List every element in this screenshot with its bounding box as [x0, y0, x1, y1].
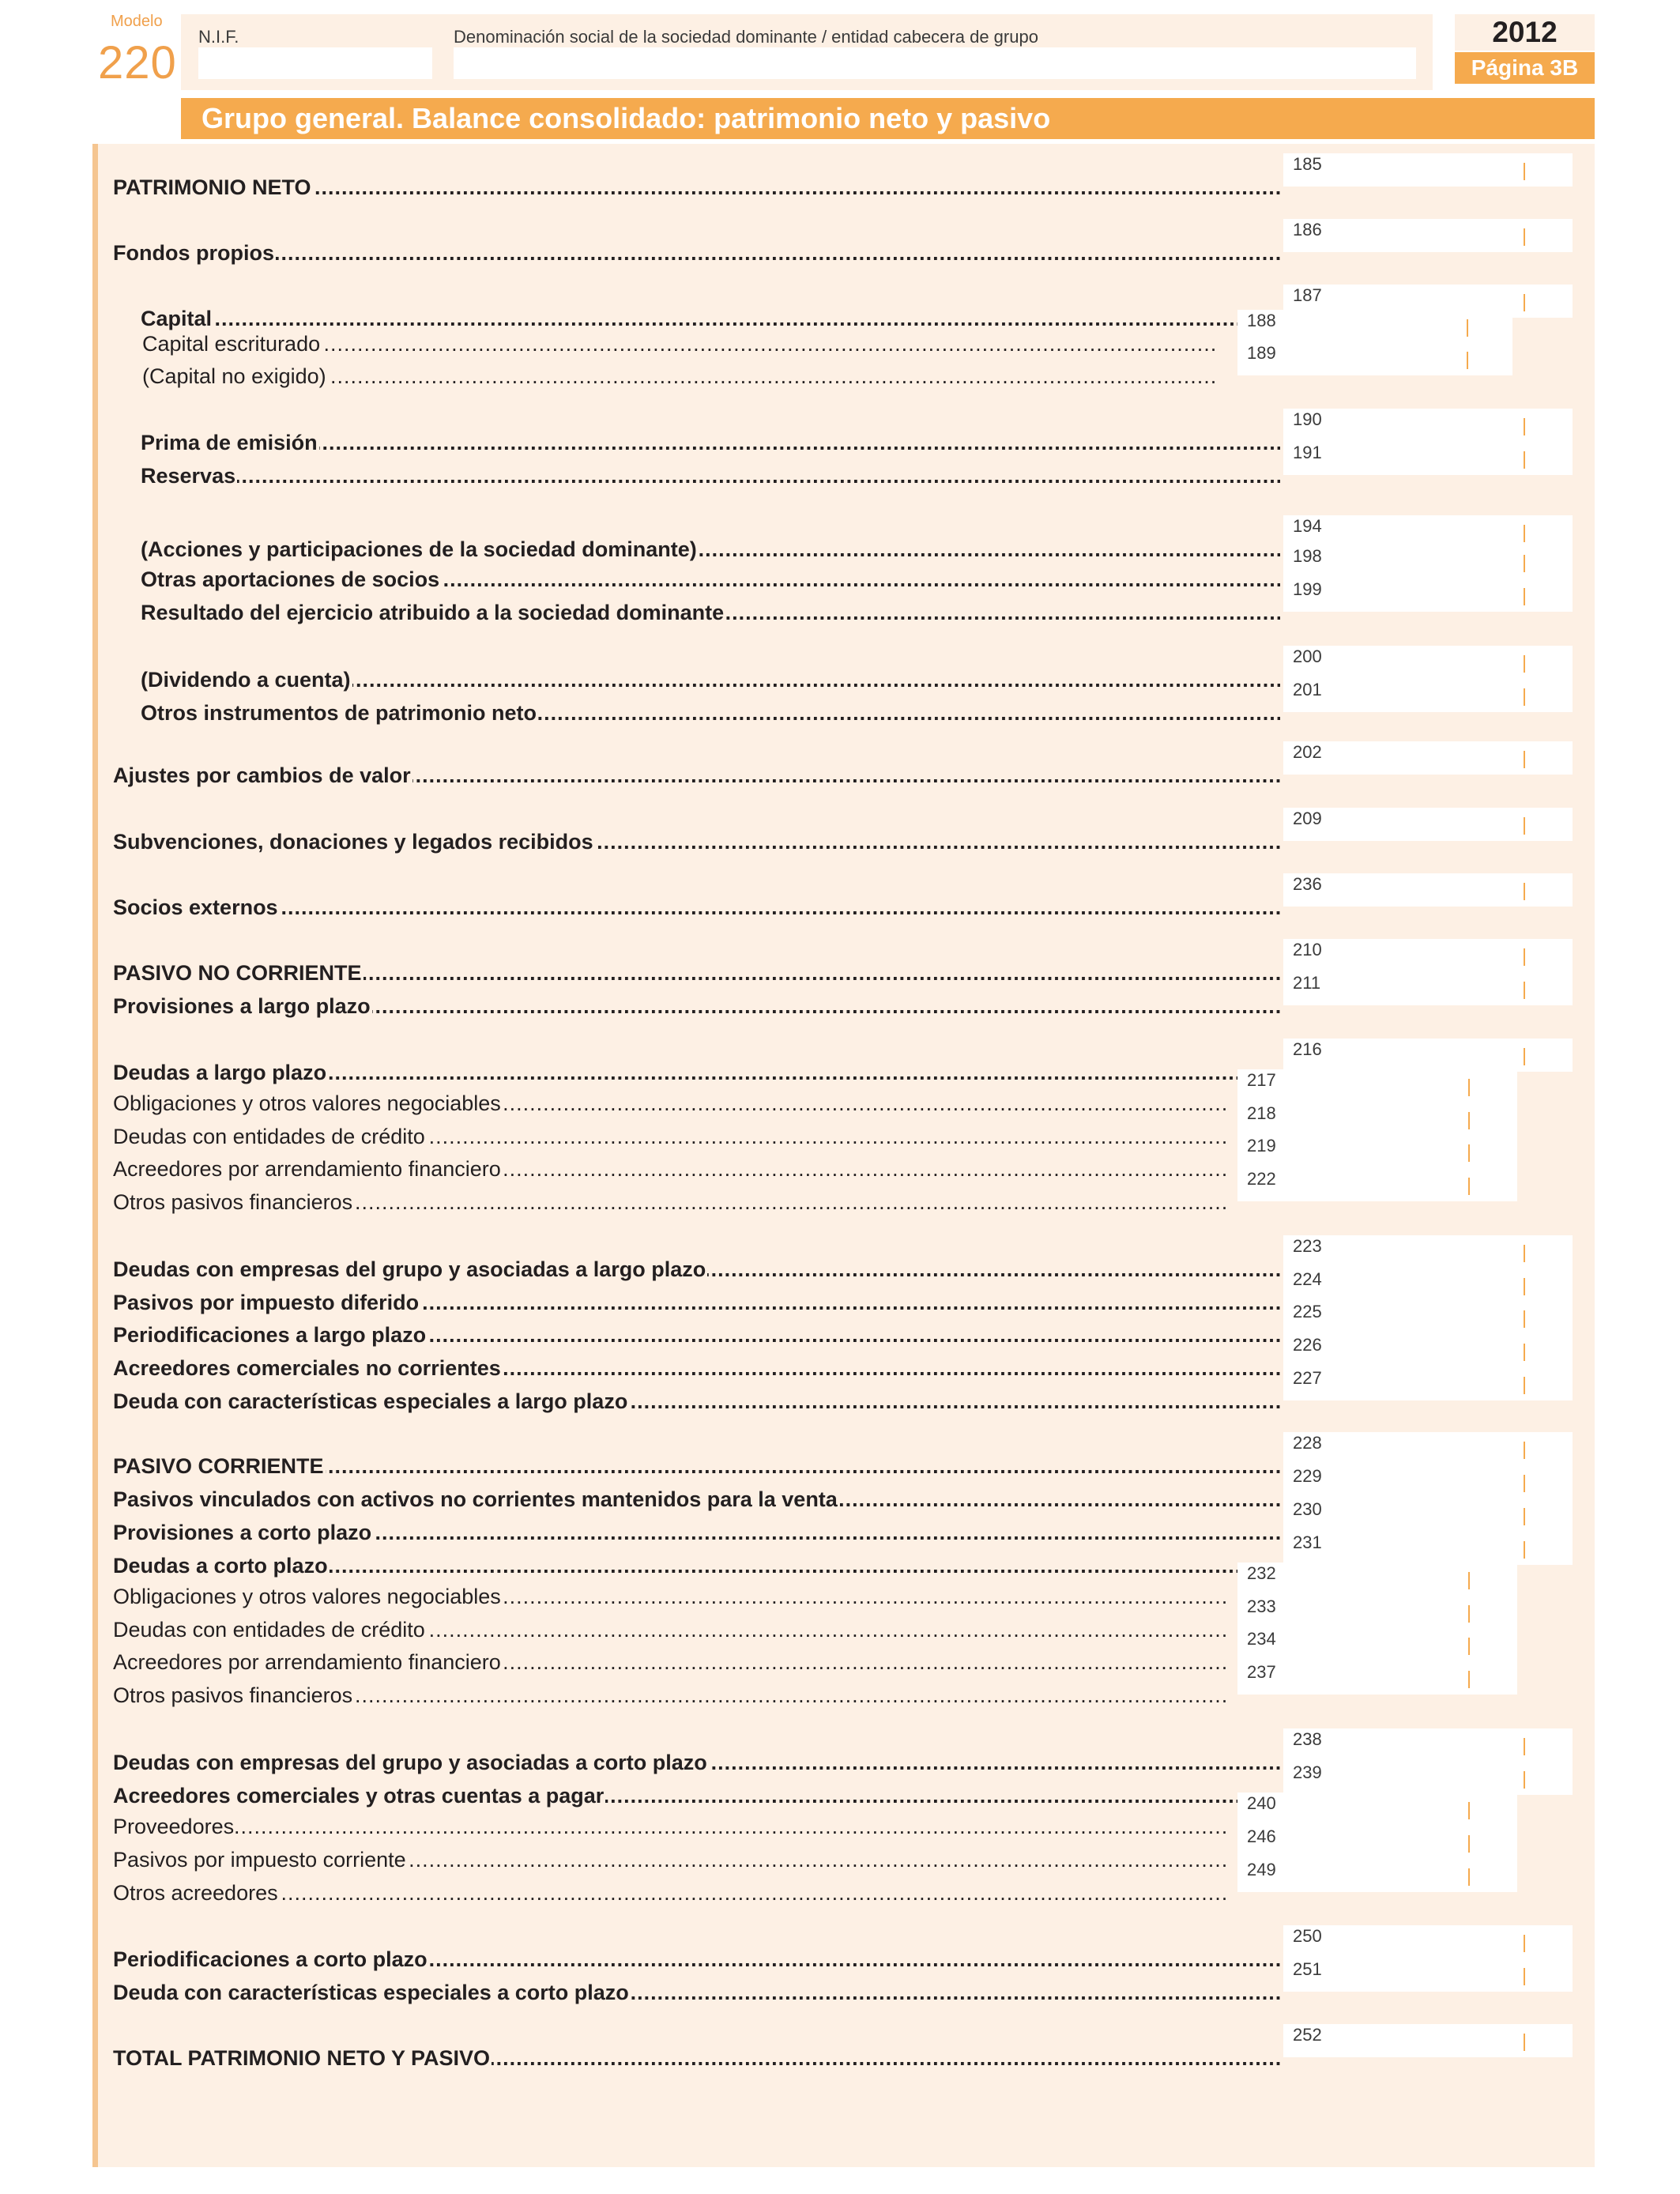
decimal-separator — [1524, 1968, 1525, 1985]
section-title: Grupo general. Balance consolidado: patrimonio neto y pasivo — [202, 102, 1051, 134]
row-label-text: Capital escriturado — [142, 332, 321, 356]
amount-input[interactable] — [1294, 1596, 1517, 1629]
row-label-text: Obligaciones y otros valores negociables — [113, 1091, 501, 1115]
row-label-text: PATRIMONIO NETO — [113, 175, 311, 199]
decimal-separator — [1468, 1835, 1470, 1853]
row-label-text: Deudas a corto plazo — [113, 1554, 328, 1578]
year: 2012 — [1492, 16, 1558, 48]
box-code: 229 — [1283, 1465, 1340, 1498]
amount-input[interactable] — [1294, 1168, 1517, 1201]
box-code: 210 — [1283, 939, 1340, 972]
amount-input[interactable] — [1340, 1301, 1573, 1334]
row-label-text: Otros instrumentos de patrimonio neto — [141, 701, 537, 725]
box-code: 216 — [1283, 1039, 1340, 1072]
decimal-separator — [1524, 418, 1525, 435]
decimal-separator — [1468, 1671, 1470, 1688]
box-code: 224 — [1283, 1269, 1340, 1302]
row-label-text: Periodificaciones a corto plazo — [113, 1947, 428, 1971]
modelo-number: 220 — [98, 37, 177, 89]
amount-input[interactable] — [1340, 1235, 1573, 1269]
box-code: 231 — [1283, 1532, 1340, 1565]
box-code: 198 — [1283, 545, 1340, 579]
box-code: 187 — [1283, 285, 1340, 318]
row-label — [141, 536, 1280, 563]
decimal-separator — [1524, 1377, 1525, 1394]
box-code: 237 — [1237, 1661, 1294, 1695]
amount-input[interactable] — [1340, 153, 1573, 187]
row-label — [113, 1583, 1227, 1610]
amount-input[interactable] — [1294, 342, 1512, 375]
decimal-separator — [1468, 1605, 1470, 1623]
row-label-text: Deudas con entidades de crédito — [113, 1618, 425, 1642]
box-code: 234 — [1237, 1628, 1294, 1661]
amount-input[interactable] — [1340, 1958, 1573, 1992]
row-label — [113, 1321, 1280, 1348]
row-label-text: Deudas con empresas del grupo y asociadas a largo plazo — [113, 1257, 706, 1281]
decimal-separator — [1468, 1802, 1470, 1819]
row-label — [113, 993, 1280, 1020]
decimal-separator — [1524, 2034, 1525, 2051]
amount-input[interactable] — [1294, 1069, 1517, 1103]
row-label — [113, 1682, 1227, 1709]
box-code: 226 — [1283, 1334, 1340, 1367]
row-label-text: Deuda con características especiales a corto plazo — [113, 1981, 629, 2004]
row-label-text: Otros pasivos financieros — [113, 1683, 353, 1707]
box-code: 239 — [1283, 1762, 1340, 1795]
amount-input[interactable] — [1340, 409, 1573, 442]
decimal-separator — [1524, 1541, 1525, 1559]
decimal-separator — [1468, 1178, 1470, 1195]
decimal-separator — [1524, 588, 1525, 605]
row-label-text: PASIVO CORRIENTE — [113, 1454, 324, 1478]
decimal-separator — [1524, 1771, 1525, 1789]
amount-input[interactable] — [1340, 1465, 1573, 1498]
row-label-text: Acreedores comerciales y otras cuentas a pagar — [113, 1784, 605, 1808]
box-code: 188 — [1237, 310, 1294, 343]
amount-input[interactable] — [1340, 1269, 1573, 1302]
row-label — [141, 462, 1280, 489]
decimal-separator — [1524, 883, 1525, 900]
amount-input[interactable] — [1294, 1628, 1517, 1661]
row-label — [113, 1813, 1227, 1840]
decimal-separator — [1524, 451, 1525, 469]
row-label — [113, 174, 1280, 201]
row-label-text: Acreedores por arrendamiento financiero — [113, 1650, 501, 1674]
box-code: 233 — [1237, 1596, 1294, 1629]
box-code: 200 — [1283, 646, 1340, 679]
row-label — [113, 1946, 1280, 1973]
amount-input[interactable] — [1294, 1135, 1517, 1168]
amount-input[interactable] — [1340, 2024, 1573, 2057]
decimal-separator — [1468, 1079, 1470, 1096]
row-label-text: Proveedores — [113, 1815, 235, 1838]
row-label-text: Fondos propios — [113, 241, 274, 265]
row-label — [142, 363, 1217, 390]
amount-input[interactable] — [1340, 1334, 1573, 1367]
decimal-separator — [1524, 1442, 1525, 1459]
row-label — [113, 1846, 1227, 1873]
page-badge: Página 3B — [1455, 52, 1595, 84]
decimal-separator — [1524, 1344, 1525, 1361]
amount-input[interactable] — [1340, 679, 1573, 712]
row-label — [113, 1453, 1280, 1480]
amount-input[interactable] — [1340, 972, 1573, 1005]
row-label — [142, 330, 1217, 357]
row-label — [113, 1552, 1280, 1579]
box-code: 230 — [1283, 1498, 1340, 1532]
amount-input[interactable] — [1340, 442, 1573, 475]
row-label — [141, 666, 1280, 693]
box-code: 209 — [1283, 808, 1340, 841]
decimal-separator — [1524, 1310, 1525, 1328]
amount-input[interactable] — [1340, 1432, 1573, 1465]
row-label-text: Subvenciones, donaciones y legados recibidos — [113, 830, 593, 854]
box-code: 223 — [1283, 1235, 1340, 1269]
decimal-separator — [1467, 319, 1468, 337]
decimal-separator — [1468, 1638, 1470, 1655]
decimal-separator — [1524, 1508, 1525, 1525]
row-label — [113, 1388, 1280, 1415]
row-label-text: (Dividendo a cuenta) — [141, 668, 351, 692]
amount-input[interactable] — [1294, 1859, 1517, 1892]
row-label — [113, 1616, 1227, 1643]
box-code: 201 — [1283, 679, 1340, 712]
row-label-text: Deudas a largo plazo — [113, 1061, 327, 1084]
decimal-separator — [1524, 1278, 1525, 1295]
row-label-text: Capital — [141, 307, 213, 330]
row-label-text: (Acciones y participaciones de la sociedad dominante) — [141, 537, 697, 561]
amount-input[interactable] — [1340, 1728, 1573, 1762]
row-label — [113, 1519, 1280, 1546]
box-code: 252 — [1283, 2024, 1340, 2057]
row-label-text: Obligaciones y otros valores negociables — [113, 1585, 501, 1608]
box-code: 202 — [1283, 741, 1340, 775]
row-label — [113, 1486, 1280, 1513]
row-label-text: Otros acreedores — [113, 1881, 278, 1905]
box-code: 185 — [1283, 153, 1340, 187]
box-code: 227 — [1283, 1367, 1340, 1400]
row-label — [113, 1123, 1227, 1150]
row-label — [141, 305, 1280, 332]
row-label-text: Pasivos vinculados con activos no corrientes mantenidos para la venta — [113, 1487, 838, 1511]
row-label — [113, 894, 1280, 921]
row-label — [113, 1289, 1280, 1316]
decimal-separator — [1524, 751, 1525, 768]
row-label — [113, 1059, 1280, 1086]
amount-input[interactable] — [1340, 873, 1573, 907]
row-label — [113, 1649, 1227, 1676]
decimal-separator — [1524, 294, 1525, 311]
amount-input[interactable] — [1294, 1103, 1517, 1136]
row-label-text: Deudas con entidades de crédito — [113, 1125, 425, 1148]
amount-input[interactable] — [1340, 219, 1573, 252]
amount-input[interactable] — [1294, 1563, 1517, 1596]
decimal-separator — [1524, 948, 1525, 966]
amount-input[interactable] — [1340, 939, 1573, 972]
box-code: 250 — [1283, 1925, 1340, 1958]
row-label-text: Prima de emisión — [141, 431, 318, 454]
row-label-text: Provisiones a largo plazo — [113, 994, 371, 1018]
box-code: 189 — [1237, 342, 1294, 375]
decimal-separator — [1524, 688, 1525, 706]
box-code: 217 — [1237, 1069, 1294, 1103]
row-label-text: Provisiones a corto plazo — [113, 1521, 372, 1544]
row-label — [113, 762, 1280, 789]
decimal-separator — [1468, 1112, 1470, 1129]
box-code: 199 — [1283, 579, 1340, 612]
decimal-separator — [1468, 1144, 1470, 1162]
box-code: 240 — [1237, 1793, 1294, 1826]
row-label — [113, 1979, 1280, 2006]
box-code: 211 — [1283, 972, 1340, 1005]
row-label — [113, 1090, 1227, 1117]
amount-input[interactable] — [1340, 1039, 1573, 1072]
decimal-separator — [1524, 1475, 1525, 1492]
row-label — [141, 599, 1280, 626]
row-label — [113, 1782, 1280, 1809]
row-label — [113, 1879, 1227, 1906]
row-label-text: Periodificaciones a largo plazo — [113, 1323, 427, 1347]
box-code: 225 — [1283, 1301, 1340, 1334]
box-code: 191 — [1283, 442, 1340, 475]
row-label-text: Ajustes por cambios de valor — [113, 763, 411, 787]
amount-input[interactable] — [1340, 646, 1573, 679]
decimal-separator — [1524, 555, 1525, 572]
decimal-separator — [1467, 352, 1468, 369]
row-label-text: Otras aportaciones de socios — [141, 567, 440, 591]
box-code: 218 — [1237, 1103, 1294, 1136]
decimal-separator — [1524, 1048, 1525, 1065]
modelo-label: Modelo — [111, 13, 163, 30]
amount-input[interactable] — [1294, 310, 1512, 343]
row-label — [113, 959, 1280, 986]
row-label — [113, 1256, 1280, 1283]
decimal-separator — [1524, 1245, 1525, 1262]
box-code: 219 — [1237, 1135, 1294, 1168]
decimal-separator — [1524, 163, 1525, 180]
row-label-text: Acreedores comerciales no corrientes — [113, 1356, 501, 1380]
decimal-separator — [1524, 1935, 1525, 1952]
box-code: 251 — [1283, 1958, 1340, 1992]
row-label-text: Otros pasivos financieros — [113, 1190, 353, 1214]
amount-input[interactable] — [1340, 741, 1573, 775]
decimal-separator — [1468, 1868, 1470, 1886]
row-label — [113, 828, 1280, 855]
box-code: 228 — [1283, 1432, 1340, 1465]
row-label — [113, 2045, 1280, 2071]
row-label — [113, 239, 1280, 266]
row-label-text: Resultado del ejercicio atribuido a la sociedad dominante — [141, 601, 725, 624]
decimal-separator — [1524, 982, 1525, 999]
row-label — [113, 1749, 1280, 1776]
row-label-text: TOTAL PATRIMONIO NETO Y PASIVO — [113, 2046, 491, 2070]
row-label — [141, 699, 1280, 726]
amount-input[interactable] — [1340, 1367, 1573, 1400]
amount-input[interactable] — [1340, 1498, 1573, 1532]
row-label-text: PASIVO NO CORRIENTE — [113, 961, 362, 985]
amount-input[interactable] — [1340, 1762, 1573, 1795]
box-code: 236 — [1283, 873, 1340, 907]
row-label — [141, 429, 1280, 456]
decimal-separator — [1524, 655, 1525, 673]
box-code: 190 — [1283, 409, 1340, 442]
amount-input[interactable] — [1294, 1826, 1517, 1859]
amount-input[interactable] — [1294, 1661, 1517, 1695]
row-label — [113, 1355, 1280, 1382]
row-label-text: Deuda con características especiales a largo plazo — [113, 1389, 628, 1413]
row-label-text: Pasivos por impuesto corriente — [113, 1848, 406, 1872]
denominacion-label: Denominación social de la sociedad dominante / entidad cabecera de grupo — [454, 27, 1038, 47]
row-label-text: Acreedores por arrendamiento financiero — [113, 1157, 501, 1181]
decimal-separator — [1524, 1738, 1525, 1755]
box-code: 186 — [1283, 219, 1340, 252]
amount-input[interactable] — [1340, 579, 1573, 612]
row-label-text: (Capital no exigido) — [142, 364, 326, 388]
amount-input[interactable] — [1294, 1793, 1517, 1826]
decimal-separator — [1524, 817, 1525, 835]
amount-input[interactable] — [1340, 515, 1573, 548]
row-label-text: Reservas — [141, 464, 236, 488]
row-label-text: Deudas con empresas del grupo y asociadas a corto plazo — [113, 1751, 707, 1774]
row-label — [113, 1189, 1227, 1216]
box-code: 222 — [1237, 1168, 1294, 1201]
row-label-text: Socios externos — [113, 895, 278, 919]
box-code: 194 — [1283, 515, 1340, 548]
box-code: 238 — [1283, 1728, 1340, 1762]
row-label — [141, 566, 1280, 593]
amount-input[interactable] — [1340, 1925, 1573, 1958]
decimal-separator — [1524, 228, 1525, 246]
decimal-separator — [1468, 1572, 1470, 1589]
box-code: 249 — [1237, 1859, 1294, 1892]
row-label-text: Pasivos por impuesto diferido — [113, 1291, 420, 1314]
amount-input[interactable] — [1340, 1532, 1573, 1565]
amount-input[interactable] — [1340, 545, 1573, 579]
amount-input[interactable] — [1340, 808, 1573, 841]
nif-label: N.I.F. — [198, 27, 239, 47]
decimal-separator — [1524, 525, 1525, 542]
row-label — [113, 1155, 1227, 1182]
box-code: 246 — [1237, 1826, 1294, 1859]
box-code: 232 — [1237, 1563, 1294, 1596]
